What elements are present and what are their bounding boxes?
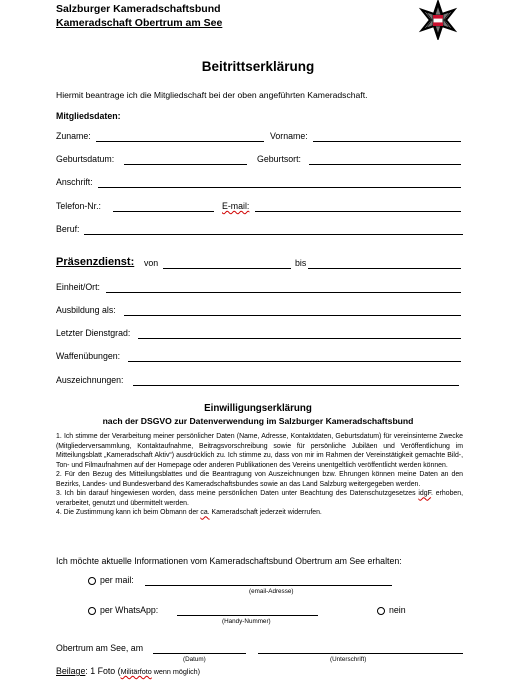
birthplace-label: Geburtsort: — [257, 154, 302, 164]
service-to-label: bis — [295, 258, 307, 268]
birthdate-label: Geburtsdatum: — [56, 154, 115, 164]
whatsapp-number-field[interactable] — [177, 615, 318, 616]
intro-text: Hiermit beantrage ich die Mitgliedschaft bei der oben angeführten Kameradschaft. — [56, 90, 368, 100]
consent-paragraph: 3. Ich bin darauf hingewiesen worden, dass meine persönlichen Daten unter Beachtung des Datenschutzgesetzes idgF. erhoben, verarbeitet, genutzt und übermittelt werden. — [56, 490, 463, 507]
consent-paragraph: 2. Für den Bezug des Mitteilungsblattes und die Beantragung von Auszeichnungen bzw. Ehrungen können meine Daten an den Bezirks, Landes- und Bundesverband des Kameradschaftsbundes sowie an das Land Salzburg weitergegeben werden. — [56, 471, 463, 488]
address-field[interactable] — [98, 187, 461, 188]
place-label: Obertrum am See, am — [56, 643, 144, 653]
phone-field[interactable] — [113, 211, 214, 212]
consent-subtitle: nach der DSGVO zur Datenverwendung im Salzburger Kameradschaftsbund — [102, 416, 414, 426]
address-label: Anschrift: — [56, 177, 93, 187]
job-label: Beruf: — [56, 224, 80, 234]
attachment-note: Beilage: 1 Foto (Militärfoto wenn möglich) — [56, 666, 201, 676]
exercises-field[interactable] — [128, 361, 461, 362]
training-field[interactable] — [124, 315, 461, 316]
consent-title: Einwilligungserklärung — [204, 403, 312, 414]
exercises-label: Waffenübungen: — [56, 351, 121, 361]
radio-circle-icon[interactable] — [88, 607, 96, 615]
firstname-label: Vorname: — [270, 131, 308, 141]
service-from-label: von — [144, 258, 159, 268]
attachment-label: Beilage — [56, 666, 86, 676]
signature-hint: (Unterschrift) — [330, 656, 367, 663]
surname-label: Zuname: — [56, 131, 91, 141]
org-subname: Kameradschaft Obertrum am See — [56, 17, 223, 29]
firstname-field[interactable] — [313, 141, 461, 142]
consent-paragraph: 1. Ich stimme der Verarbeitung meiner persönlicher Daten (Name, Adresse, Kontaktdaten, Geburtsdatum) für vereinsinterne Zwecke (Mitgliederversammlung, Kontaktaufnahme, Beitragsvorschreibung sowie für persönliche Jubiläen und Veröffentlichung im Mitteilungsblatt „Kameradschaft Aktiv“) ausdrücklich zu. Ich stimme zu, dass von mir im Rahmen der Vereinstätigkeit gemachte Bild-, Ton- und Filmaufnahmen auf der Homepage oder anderen Publikationen des Vereins unentgeltlich veröffentlicht werden können. — [56, 433, 463, 469]
email-label: E-mail: — [222, 201, 250, 211]
service-from-field[interactable] — [163, 268, 291, 269]
document-title: Beitrittserklärung — [201, 59, 315, 74]
consent-paragraph: 4. Die Zustimmung kann ich beim Obmann der ca. Kameradschaft jederzeit widerrufen. — [56, 509, 322, 517]
awards-field[interactable] — [133, 385, 459, 386]
email-hint: (email-Adresse) — [249, 588, 294, 595]
email-address-field[interactable] — [145, 585, 392, 586]
consent-text — [56, 432, 463, 518]
service-to-field[interactable] — [308, 268, 461, 269]
date-field[interactable] — [153, 653, 246, 654]
whatsapp-option[interactable]: per WhatsApp: — [88, 605, 158, 615]
info-question: Ich möchte aktuelle Informationen vom Kameradschaftsbund Obertrum am See erhalten: — [56, 556, 402, 566]
rank-field[interactable] — [138, 338, 461, 339]
birthplace-field[interactable] — [309, 164, 461, 165]
unit-label: Einheit/Ort: — [56, 282, 101, 292]
awards-label: Auszeichnungen: — [56, 375, 124, 385]
org-name: Salzburger Kameradschaftsbund — [56, 3, 221, 15]
member-data-heading: Mitgliedsdaten: — [56, 111, 121, 121]
job-field[interactable] — [84, 234, 463, 235]
surname-field[interactable] — [96, 141, 264, 142]
signature-field[interactable] — [258, 653, 463, 654]
phone-hint: (Handy-Nummer) — [222, 618, 271, 625]
phone-label: Telefon-Nr.: — [56, 201, 101, 211]
service-heading: Präsenzdienst: — [56, 256, 135, 268]
radio-circle-icon[interactable] — [88, 577, 96, 585]
training-label: Ausbildung als: — [56, 305, 116, 315]
date-hint: (Datum) — [183, 656, 206, 663]
birthdate-field[interactable] — [124, 164, 247, 165]
unit-field[interactable] — [106, 292, 461, 293]
iron-cross-logo-icon — [418, 0, 458, 40]
rank-label: Letzter Dienstgrad: — [56, 328, 131, 338]
no-option[interactable]: nein — [377, 605, 406, 615]
mail-option[interactable]: per mail: — [88, 575, 134, 585]
radio-circle-icon[interactable] — [377, 607, 385, 615]
email-field[interactable] — [255, 211, 461, 212]
